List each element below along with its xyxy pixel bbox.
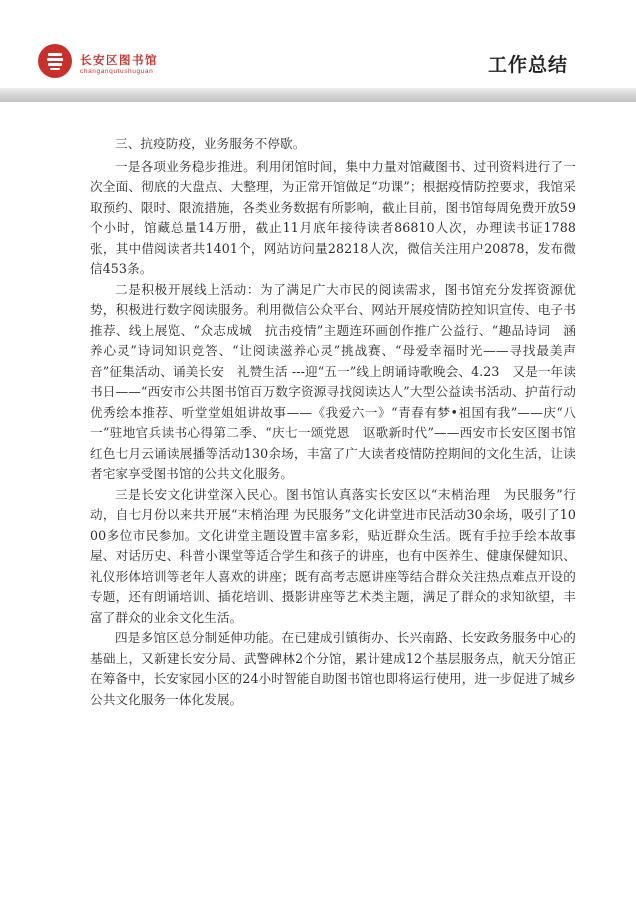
paragraph-culture-lectures: 三是长安文化讲堂深入民心。图书馆认真落实长安区以“末梢治理 为民服务”行动，自七月份以来共开展“末梢治理 为民服务”文化讲堂进市民活动30余场，吸引了1000多位市民参加。文化讲堂主题设置丰富多彩，贴近群众生活。既有手拉手绘本故事屋、对话历史、科普小课堂等适合学生和孩子的讲座，也有中医养生、健康保健知识、礼仪形体培训等老年人喜欢的讲座；既有高考志愿讲座等结合群众关注热点难点开设的专题，还有朗诵培训、插花培训、摄影讲座等艺术类主题，满足了群众的求知欲望，丰富了群众的业余文化生活。: [90, 486, 576, 625]
page-header: [0, 0, 636, 110]
paragraph-business: 一是各项业务稳步推进。利用闭馆时间，集中力量对馆藏图书、过刊资料进行了一次全面、彻底的大盘点、大整理，为正常开馆做足“功课”；根据疫情防控要求，我馆采取预约、限时、限流措施，各类业务数据有所影响，截止目前，图书馆每周免费开放59个小时，馆藏总量14万册，截止11月底年接待读者86810人次，办理读书证1788张，其中借阅读者共1401个，网站访问量28218人次，微信关注用户20878，发布微信453条。: [90, 158, 576, 276]
library-name-pinyin: changanqutushuguan: [80, 68, 154, 75]
library-seal-icon: [38, 44, 72, 78]
library-name: 长安区图书馆: [80, 53, 158, 67]
library-logo: [80, 54, 158, 76]
header-divider-band: [0, 88, 636, 102]
paragraph-branch-libraries: 四是多馆区总分制延伸功能。在已建成引镇街办、长兴南路、长安政务服务中心的基础上，又新建长安分局、武警碑林2个分馆，累计建成12个基层服务点，航天分馆正在筹备中，长安家园小区的24小时智能自助图书馆也即将运行使用，进一步促进了城乡公共文化服务一体化发展。: [90, 630, 576, 707]
book-stack-icon: [43, 49, 67, 73]
paragraph-online-activities: 二是积极开展线上活动：为了满足广大市民的阅读需求，图书馆充分发挥资源优势，积极进行数字阅读服务。利用微信公众平台、网站开展疫情防控知识宣传、电子书推荐、线上展览、“众志成城 抗击疫情”主题连环画创作推广公益行、“趣品诗词 涵养心灵”诗词知识竞答、“让阅读滋养心灵”挑战赛、“母爱幸福时光——寻找最美声音”征集活动、诵美长安 礼赞生活 ---迎“五一”线上朗诵诗歌晚会、4.23 又是一年读书日——“西安市公共图书馆百万数字资源寻找阅读达人”大型公益读书活动、护苗行动 优秀绘本推荐、听堂堂姐姐讲故事——《我爱六一》“青春有梦•祖国有我”——庆“八一”驻地官兵读书心得第二季、“庆七一颂党恩 讴歌新时代”——西安市长安区图书馆红色七月云诵读展播等活动130余场，丰富了广大读者疫情防控期间的文化生活，让读者宅家享受图书馆的公共文化服务。: [90, 281, 589, 481]
page-title: 工作总结: [487, 54, 568, 76]
document-body: [90, 134, 589, 710]
section-heading: 三、抗疫防疫，业务服务不停歇。: [115, 136, 306, 151]
